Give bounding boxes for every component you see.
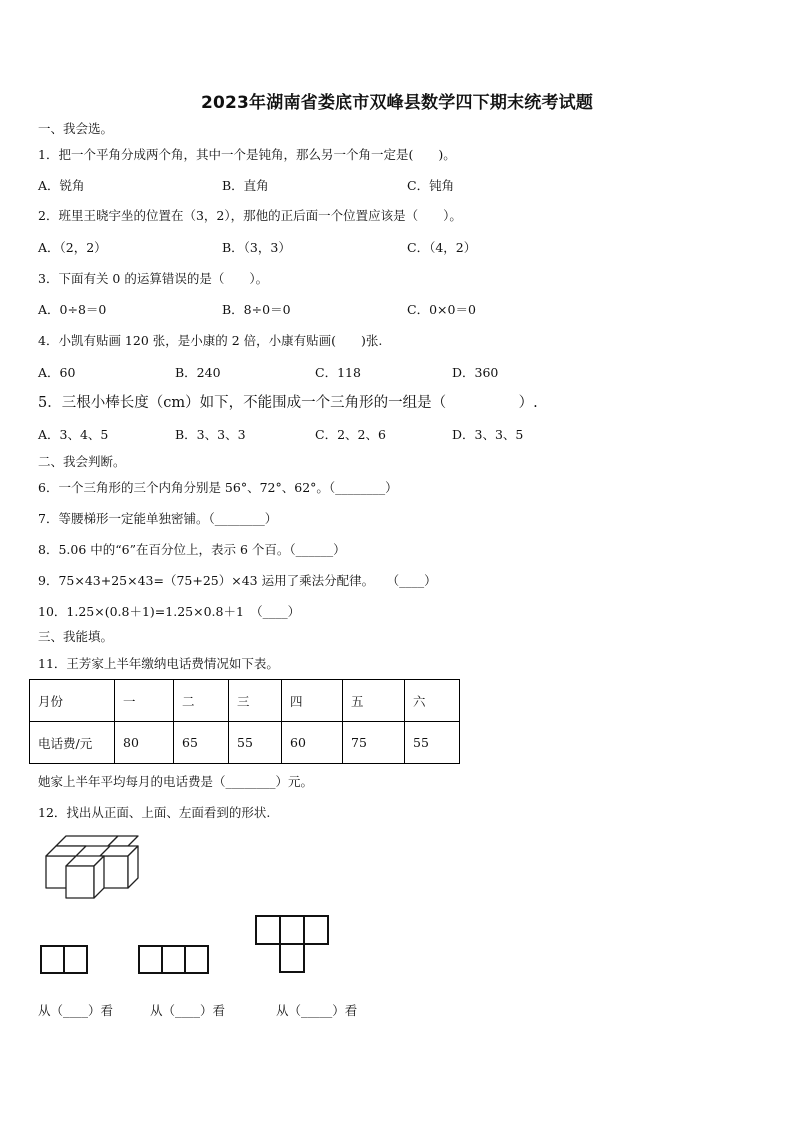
section-heading-choice: 一、我会选。 [38, 121, 114, 136]
question-4-option-a: A．60 [38, 365, 76, 380]
view-shapes [41, 916, 328, 973]
table-cell: 80 [115, 722, 174, 764]
view-blank-1: 从（____）看 [38, 1003, 114, 1018]
view-shape-three-squares [139, 946, 208, 973]
page-title: 2023年湖南省娄底市双峰县数学四下期末统考试题 [200, 93, 594, 113]
table-cell: 月份 [30, 680, 115, 722]
question-5-option-d: D．3、3、5 [452, 427, 524, 442]
question-2-option-b: B．（3，3） [222, 240, 291, 255]
table-cell: 三 [229, 680, 282, 722]
question-1-option-b: B．直角 [222, 178, 269, 193]
section-heading-fill: 三、我能填。 [38, 629, 114, 644]
question-4-option-b: B．240 [175, 365, 221, 380]
question-1-stem: 1．把一个平角分成两个角，其中一个是钝角，那么另一个角一定是( )。 [38, 147, 456, 162]
section-heading-judge: 二、我会判断。 [38, 454, 126, 469]
table-cell: 60 [282, 722, 343, 764]
question-10: 10．1.25×(0.8＋1)=1.25×0.8＋1 （____） [38, 604, 301, 619]
question-5-stem: 5．三根小棒长度（cm）如下，不能围成一个三角形的一组是（ ）. [38, 395, 538, 411]
table-cell: 55 [405, 722, 460, 764]
question-3-option-c: C．0×0＝0 [407, 302, 476, 317]
question-7: 7．等腰梯形一定能单独密铺。（________） [38, 511, 278, 526]
question-1-option-c: C．钝角 [407, 178, 455, 193]
table-cell: 四 [282, 680, 343, 722]
table-cell: 一 [115, 680, 174, 722]
question-1-option-a: A．锐角 [38, 178, 85, 193]
view-shape-two-squares [41, 946, 87, 973]
table-cell: 55 [229, 722, 282, 764]
question-6: 6．一个三角形的三个内角分别是 56°、72°、62°。（________） [38, 480, 398, 495]
question-3-option-a: A．0÷8＝0 [38, 302, 107, 317]
table-cell: 二 [174, 680, 229, 722]
question-3-option-b: B．8÷0＝0 [222, 302, 291, 317]
view-shape-t-shape [256, 916, 328, 972]
question-2-stem: 2．班里王晓宇坐的位置在（3，2），那他的正后面一个位置应该是（ ）。 [38, 208, 462, 223]
question-11-stem: 11．王芳家上半年缴纳电话费情况如下表。 [38, 656, 279, 671]
question-3-stem: 3．下面有关 0 的运算错误的是（ ）。 [38, 271, 269, 286]
question-4-stem: 4．小凯有贴画 120 张，是小康的 2 倍，小康有贴画( )张. [38, 333, 383, 348]
table-cell: 五 [343, 680, 405, 722]
question-9: 9．75×43+25×43=（75+25）×43 运用了乘法分配律。 （____） [38, 573, 437, 588]
table-cell: 65 [174, 722, 229, 764]
cube-stack-figure [46, 836, 138, 898]
question-5-option-a: A．3、4、5 [38, 427, 109, 442]
table-cell: 六 [405, 680, 460, 722]
question-11-followup: 她家上半年平均每月的电话费是（________）元。 [38, 774, 314, 789]
cube-top [46, 846, 86, 856]
cube-face-front [66, 866, 94, 898]
question-12-stem: 12．找出从正面、上面、左面看到的形状. [38, 805, 271, 820]
question-5-option-b: B．3、3、3 [175, 427, 246, 442]
view-blank-3: 从（_____）看 [276, 1003, 358, 1018]
question-5-option-c: C．2、2、6 [315, 427, 386, 442]
view-blank-2: 从（____）看 [150, 1003, 226, 1018]
question-2-option-a: A．（2，2） [38, 240, 107, 255]
question-2-option-c: C．（4，2） [407, 240, 477, 255]
table-cell: 电话费/元 [30, 722, 115, 764]
table-cell: 75 [343, 722, 405, 764]
question-8: 8．5.06 中的“6”在百分位上，表示 6 个百。（______） [38, 542, 346, 557]
question-4-option-d: D．360 [452, 365, 499, 380]
question-4-option-c: C．118 [315, 365, 361, 380]
